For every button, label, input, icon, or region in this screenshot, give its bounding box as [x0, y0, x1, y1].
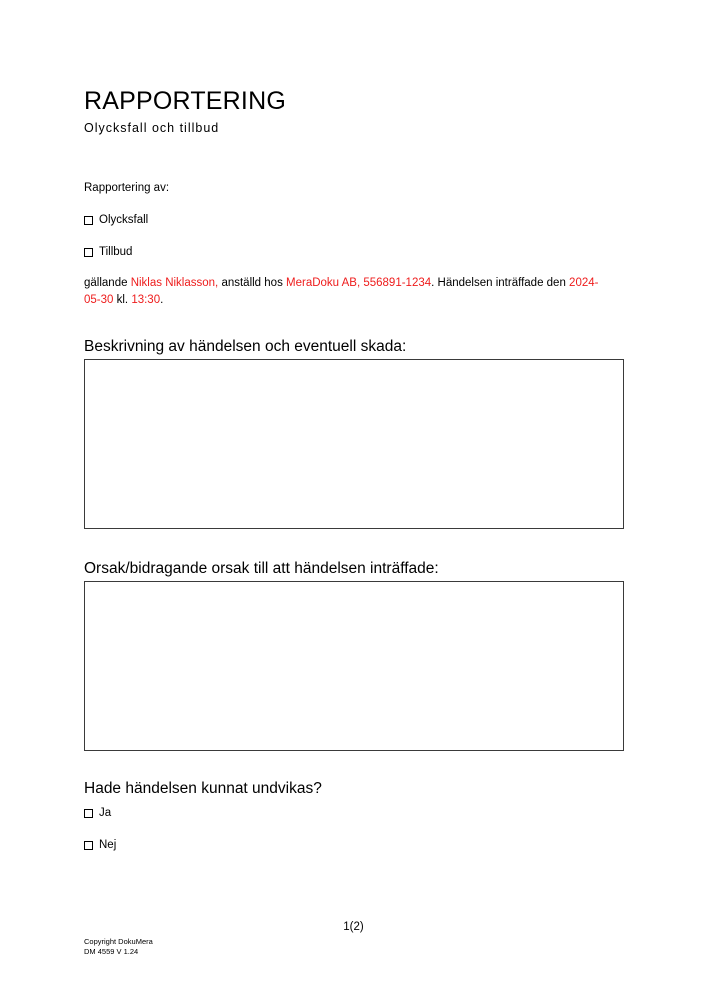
description-textbox[interactable] [84, 359, 624, 529]
statement-text: . Händelsen inträffade den [431, 277, 570, 289]
checkbox-ja[interactable] [84, 805, 111, 821]
checkbox-icon[interactable] [84, 216, 93, 225]
incident-statement [84, 275, 614, 308]
checkbox-olycksfall[interactable] [84, 212, 148, 228]
checkbox-icon[interactable] [84, 809, 93, 818]
copyright-text: Copyright DokuMera [84, 937, 153, 946]
report-type-label: Rapportering av: [84, 182, 170, 194]
checkbox-nej[interactable] [84, 837, 116, 853]
page-number: 1(2) [343, 921, 364, 933]
cause-heading: Orsak/bidragande orsak till att händelsen inträffade: [84, 560, 439, 577]
copyright-notice [84, 937, 153, 957]
statement-text: gällande [84, 277, 131, 289]
incident-time: 13:30 [131, 293, 161, 306]
checkbox-label: Ja [99, 807, 112, 819]
document-id: DM 4559 V 1.24 [84, 947, 139, 956]
checkbox-label: Nej [99, 839, 117, 851]
cause-textbox[interactable] [84, 581, 624, 751]
employer-name: MeraDoku AB, 556891-1234 [286, 277, 432, 289]
checkbox-tillbud[interactable] [84, 244, 132, 260]
checkbox-label: Tillbud [99, 246, 133, 258]
description-heading: Beskrivning av händelsen och eventuell skada: [84, 338, 407, 355]
avoidable-question: Hade händelsen kunnat undvikas? [84, 780, 322, 797]
statement-text: anställd hos [218, 277, 287, 289]
checkbox-icon[interactable] [84, 841, 93, 850]
page-title: RAPPORTERING [84, 87, 286, 115]
statement-text: . [160, 293, 164, 306]
incident-date: 2024-05-30 [84, 277, 599, 306]
checkbox-icon[interactable] [84, 248, 93, 257]
checkbox-label: Olycksfall [99, 214, 149, 226]
employee-name: Niklas Niklasson, [130, 277, 219, 289]
page-subtitle: Olycksfall och tillbud [84, 121, 220, 135]
statement-text: kl. [113, 293, 132, 306]
